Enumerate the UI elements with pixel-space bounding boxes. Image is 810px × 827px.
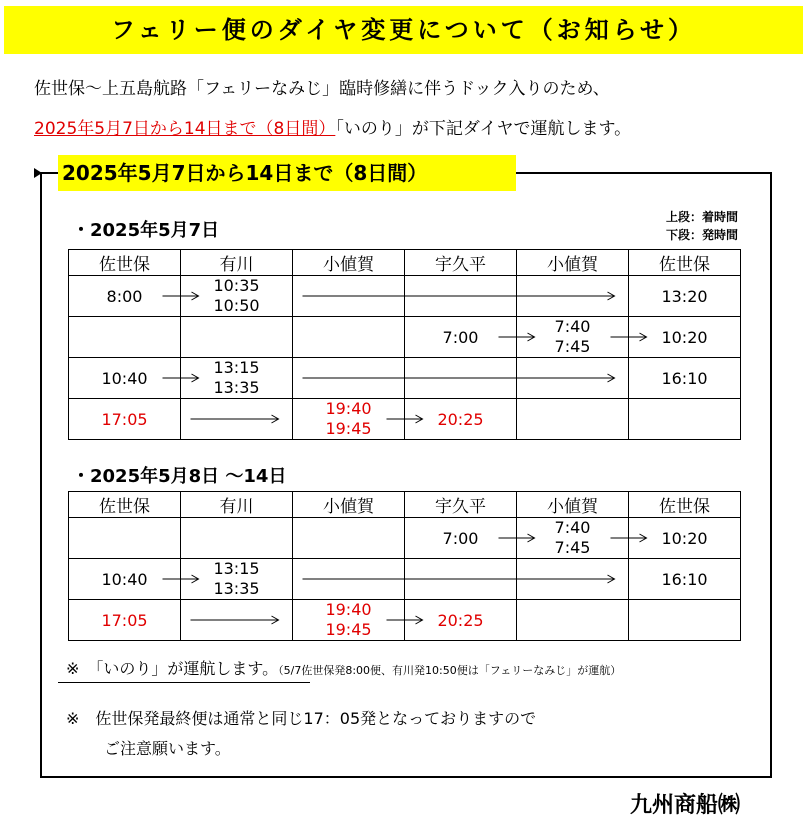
time-cell: 16:10 <box>629 559 741 600</box>
time-cell <box>293 518 405 559</box>
time-cell <box>517 600 629 641</box>
time-cell: 7:00 <box>405 518 517 559</box>
time-cell <box>405 358 517 399</box>
note-inori-main: ※ 「いのり」が運航します。 <box>66 659 279 678</box>
intro-line-2 <box>34 114 631 139</box>
legend-lower: 下段：発時間 <box>665 228 738 242</box>
table-row <box>69 399 741 440</box>
departure-time: 10:50 <box>213 296 260 315</box>
time-cell <box>293 317 405 358</box>
column-header: 佐世保 <box>69 250 181 276</box>
time-cell: 17:05 <box>69 600 181 641</box>
time-cell <box>405 276 517 317</box>
column-header: 小値賀 <box>517 492 629 518</box>
time-cell: 10:20 <box>629 518 741 559</box>
triangle-marker-icon <box>34 168 42 178</box>
intro-line-2-rest: 「いのり」が下記ダイヤで運航します。 <box>335 119 632 139</box>
note-underline <box>58 682 310 683</box>
time-cell <box>69 518 181 559</box>
time-cell <box>181 600 293 641</box>
arrival-time: 10:35 <box>213 276 260 295</box>
time-cell <box>293 600 405 641</box>
column-header: 宇久平 <box>405 492 517 518</box>
column-header: 有川 <box>181 492 293 518</box>
arrival-time: 19:40 <box>325 399 372 418</box>
time-cell <box>293 358 405 399</box>
time-cell: 20:25 <box>405 600 517 641</box>
intro-period: 2025年5月7日から14日まで（8日間） <box>34 119 336 139</box>
schedule-table-may7 <box>68 249 741 440</box>
time-cell <box>181 399 293 440</box>
table-row <box>69 358 741 399</box>
time-legend <box>666 208 738 244</box>
time-cell <box>181 317 293 358</box>
departure-time: 13:35 <box>213 378 260 397</box>
time-cell: 10:20 <box>629 317 741 358</box>
company-name: 九州商船㈱ <box>630 793 741 818</box>
table-header-row <box>69 250 741 276</box>
time-cell <box>629 399 741 440</box>
time-cell: 13:20 <box>629 276 741 317</box>
column-header: 佐世保 <box>629 492 741 518</box>
time-cell <box>181 559 293 600</box>
time-cell <box>517 518 629 559</box>
legend-upper: 上段：着時間 <box>665 210 738 224</box>
table-row <box>69 600 741 641</box>
time-cell <box>181 518 293 559</box>
arrival-time: 13:15 <box>213 358 260 377</box>
section2-heading: ・2025年5月8日 ～14日 <box>72 466 287 487</box>
column-header: 小値賀 <box>293 250 405 276</box>
time-cell <box>517 317 629 358</box>
time-cell: 17:05 <box>69 399 181 440</box>
time-cell <box>293 559 405 600</box>
departure-time: 19:45 <box>325 419 372 438</box>
time-cell <box>69 317 181 358</box>
note-inori-detail: （5/7佐世保発8:00便、有川発10:50便は「フェリーなみじ」が運航） <box>278 664 622 677</box>
column-header: 有川 <box>181 250 293 276</box>
time-cell <box>517 399 629 440</box>
table-row <box>69 317 741 358</box>
departure-time: 19:45 <box>325 620 372 639</box>
time-cell <box>293 399 405 440</box>
time-cell <box>181 276 293 317</box>
period-banner: 2025年5月7日から14日まで（8日間） <box>58 155 516 191</box>
time-cell <box>405 559 517 600</box>
column-header: 佐世保 <box>629 250 741 276</box>
arrival-time: 7:40 <box>554 317 591 336</box>
time-cell <box>517 559 629 600</box>
time-cell <box>517 358 629 399</box>
arrival-time: 19:40 <box>325 600 372 619</box>
table-row <box>69 518 741 559</box>
time-cell: 8:00 <box>69 276 181 317</box>
note-last-service: ※ 佐世保発最終便は通常と同じ17：05発となっておりますので <box>66 709 537 728</box>
note-caution: ご注意願います。 <box>104 739 231 758</box>
departure-time: 13:35 <box>213 579 260 598</box>
time-cell: 16:10 <box>629 358 741 399</box>
section1-heading: ・2025年5月7日 <box>72 220 220 241</box>
time-cell <box>629 600 741 641</box>
page-title: フェリー便のダイヤ変更について（お知らせ） <box>4 6 803 54</box>
column-header: 佐世保 <box>69 492 181 518</box>
schedule-table-may8-14 <box>68 491 741 641</box>
time-cell: 10:40 <box>69 358 181 399</box>
column-header: 小値賀 <box>517 250 629 276</box>
departure-time: 7:45 <box>554 337 591 356</box>
departure-time: 7:45 <box>554 538 591 557</box>
time-cell: 20:25 <box>405 399 517 440</box>
time-cell: 10:40 <box>69 559 181 600</box>
time-cell <box>181 358 293 399</box>
column-header: 宇久平 <box>405 250 517 276</box>
note-inori <box>66 656 621 679</box>
column-header: 小値賀 <box>293 492 405 518</box>
time-cell <box>517 276 629 317</box>
intro-line-1: 佐世保～上五島航路「フェリーなみじ」臨時修繕に伴うドック入りのため、 <box>34 79 610 99</box>
arrival-time: 7:40 <box>554 518 591 537</box>
table-header-row <box>69 492 741 518</box>
table-row <box>69 276 741 317</box>
arrival-time: 13:15 <box>213 559 260 578</box>
table-row <box>69 559 741 600</box>
time-cell: 7:00 <box>405 317 517 358</box>
time-cell <box>293 276 405 317</box>
